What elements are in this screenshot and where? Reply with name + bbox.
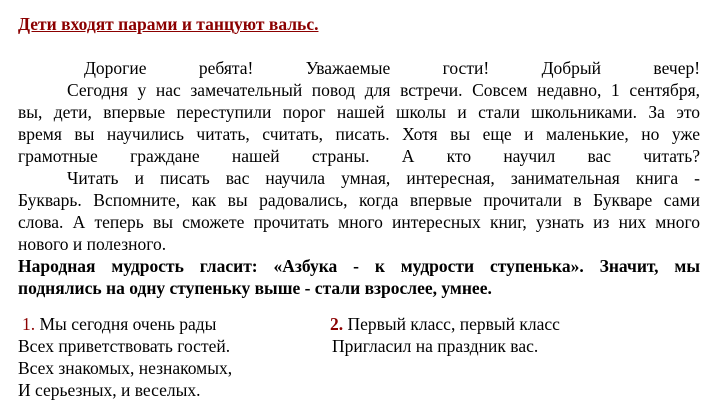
document-page [18,13,700,299]
poem-line-text: Первый класс, первый класс [347,314,560,334]
greeting-word: Добрый [541,58,602,78]
paragraph-school-start [18,79,700,167]
stage-direction-heading: Дети входят парами и танцуют вальс. [18,14,319,34]
paragraph-bukvar [18,167,700,255]
paragraph-line: Читать и писать вас научила умная, интересная, занимательная книга - [67,168,700,188]
greeting-word: ребята! [198,58,254,78]
paragraph-line: грамотные граждане нашей страны. А кто научил вас читать? [18,146,700,166]
paragraph-line: поднялись на одну ступеньку выше - стали взрослее, умнее. [18,278,492,298]
folk-wisdom-paragraph [18,255,700,299]
poem-line: Пригласил на праздник вас. [332,336,539,356]
blank-line [18,35,700,57]
greeting-word: Уважаемые [305,58,391,78]
poem-verse-1 [18,313,318,401]
poem-section [18,313,700,403]
greeting-word: вечер! [653,58,701,78]
poem-line: И серьезных, и веселых. [18,380,201,400]
paragraph-line: время вы научились читать, считать, писать. Хотя вы еще и маленькие, но уже [18,124,700,144]
verse-number: 1. [22,314,36,334]
greeting-line [18,57,700,79]
poem-line [330,313,700,335]
greeting-word: Дорогие [84,58,147,78]
paragraph-line: нового и полезного. [18,234,167,254]
paragraph-line: Букварь. Вспомните, как вы радовались, когда впервые прочитали в Букваре сами [18,190,700,210]
paragraph-line: Сегодня у нас замечательный повод для встречи. Совсем недавно, 1 сентября, [67,80,700,100]
poem-line-text: Мы сегодня очень рады [39,314,217,334]
poem-line [18,313,318,335]
paragraph-line: слова. А теперь вы сможете прочитать много интересных книг, узнать из них много [18,212,700,232]
poem-line: Всех приветствовать гостей. [18,336,231,356]
poem-verse-2 [330,313,700,357]
paragraph-line: Народная мудрость гласит: «Азбука - к мудрости ступенька». Значит, мы [18,256,700,276]
paragraph-line: вы, дети, впервые переступили порог нашей школы и стали школьниками. За это [18,102,700,122]
verse-number: 2. [330,314,344,334]
greeting-word: гости! [442,58,490,78]
poem-line: Всех знакомых, незнакомых, [18,358,233,378]
